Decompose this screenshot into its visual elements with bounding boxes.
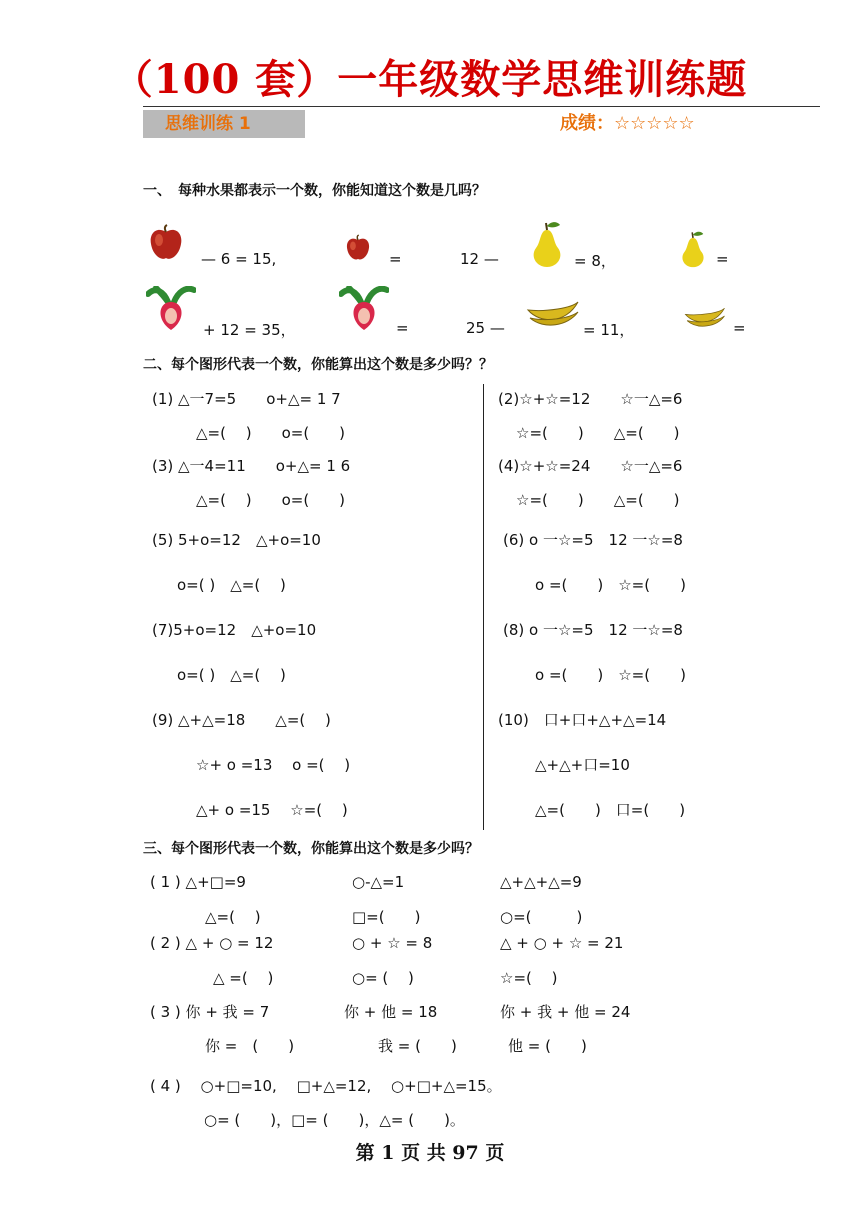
q3-f: 他 = ( ) xyxy=(508,1037,587,1055)
q3-a: ( 3 ) 你 + 我 = 7 xyxy=(150,1003,270,1021)
s2-right-line: (2)☆+☆=12 ☆一△=6 xyxy=(498,390,683,408)
s2-right-line: (6) o 一☆=5 12 一☆=8 xyxy=(503,531,683,549)
q2-e: ○= ( ) xyxy=(352,969,414,987)
q2-d: △ =( ) xyxy=(213,969,274,987)
s2-right-line: (4)☆+☆=24 ☆一△=6 xyxy=(498,457,683,475)
q1-b: ○-△=1 xyxy=(352,873,405,891)
page-title: （100 套）一年级数学思维训练题 xyxy=(112,56,748,103)
q3-e: 我 = ( ) xyxy=(378,1037,457,1055)
pear-icon xyxy=(528,220,566,268)
s2-left-line: ☆+ o =13 o =( ) xyxy=(196,756,351,774)
section-3-heading: 三、每个图形代表一个数，你能算出这个数是多少吗？ xyxy=(143,841,479,857)
exercise-tag: 思维训练 1 xyxy=(143,110,305,138)
s2-right-line: ☆=( ) △=( ) xyxy=(516,424,680,442)
q3-c: 你 + 我 + 他 = 24 xyxy=(500,1003,631,1021)
apple-icon xyxy=(148,224,184,262)
pear-icon xyxy=(678,230,708,268)
s2-left-line: o=( ) △=( ) xyxy=(177,576,286,594)
s2-left-line: △+ o =15 ☆=( ) xyxy=(196,801,348,819)
q4-a: ( 4 ) ○+□=10, □+△=12, ○+□+△=15。 xyxy=(150,1077,502,1095)
s2-left-line: (5) 5+o=12 △+o=10 xyxy=(152,531,321,549)
score xyxy=(560,110,695,138)
radish-icon xyxy=(339,286,389,334)
q3-d: 你 = ( ) xyxy=(205,1037,295,1055)
score-label: 成绩： xyxy=(560,113,614,134)
q1-d: △=( ) xyxy=(205,908,261,926)
banana-icon xyxy=(526,294,580,330)
section-1-heading: 一、 每种水果都表示一个数，你能知道这个数是几吗？ xyxy=(143,183,486,199)
s2-right-line: △+△+口=10 xyxy=(535,756,630,774)
eq-2c: 25 — xyxy=(466,319,505,337)
score-stars: ☆☆☆☆☆ xyxy=(614,113,695,134)
q3-b: 你 + 他 = 18 xyxy=(344,1003,438,1021)
q2-a: ( 2 ) △ + ○ = 12 xyxy=(150,934,274,952)
q1-c: △+△+△=9 xyxy=(500,873,582,891)
s2-left-line: o=( ) △=( ) xyxy=(177,666,286,684)
eq-2d: = 11， xyxy=(583,321,635,339)
eq-2a: + 12 = 35， xyxy=(203,321,296,339)
s2-right-line: (10) 口+口+△+△=14 xyxy=(498,711,667,729)
q2-f: ☆=( ) xyxy=(500,969,558,987)
s2-left-line: △=( ) o=( ) xyxy=(196,491,346,509)
apple-icon xyxy=(345,234,371,262)
q2-c: △ + ○ + ☆ = 21 xyxy=(500,934,624,952)
radish-icon xyxy=(146,286,196,334)
s2-right-line: (8) o 一☆=5 12 一☆=8 xyxy=(503,621,683,639)
s2-left-line: (9) △+△=18 △=( ) xyxy=(152,711,331,729)
q1-a: ( 1 ) △+□=9 xyxy=(150,873,246,891)
s2-right-line: o =( ) ☆=( ) xyxy=(535,666,686,684)
eq-1e: = xyxy=(716,250,729,268)
s2-right-line: ☆=( ) △=( ) xyxy=(516,491,680,509)
q1-e: □=( ) xyxy=(352,908,421,926)
eq-2e: = xyxy=(733,319,746,337)
banana-icon xyxy=(684,302,726,330)
q2-b: ○ + ☆ = 8 xyxy=(352,934,433,952)
eq-1c: 12 — xyxy=(460,250,499,268)
column-divider xyxy=(483,384,484,830)
s2-right-line: o =( ) ☆=( ) xyxy=(535,576,686,594)
s2-left-line: △=( ) o=( ) xyxy=(196,424,346,442)
eq-1b: = xyxy=(389,250,402,268)
q1-f: ○=( ) xyxy=(500,908,583,926)
eq-1a: — 6 = 15, xyxy=(201,250,277,268)
s2-left-line: (3) △一4=11 o+△= 1 6 xyxy=(152,457,351,475)
s2-left-line: (7)5+o=12 △+o=10 xyxy=(152,621,317,639)
title-rule xyxy=(143,106,820,107)
page-footer: 第 1 页 共 97 页 xyxy=(355,1142,505,1164)
q4-b: ○= ( )，□= ( )，△= ( )。 xyxy=(204,1111,465,1129)
s2-right-line: △=( ) 口=( ) xyxy=(535,801,686,819)
section-2-heading: 二、每个图形代表一个数，你能算出这个数是多少吗？？ xyxy=(143,357,493,373)
eq-2b: = xyxy=(396,319,409,337)
eq-1d: = 8， xyxy=(574,252,616,270)
s2-left-line: (1) △一7=5 o+△= 1 7 xyxy=(152,390,341,408)
